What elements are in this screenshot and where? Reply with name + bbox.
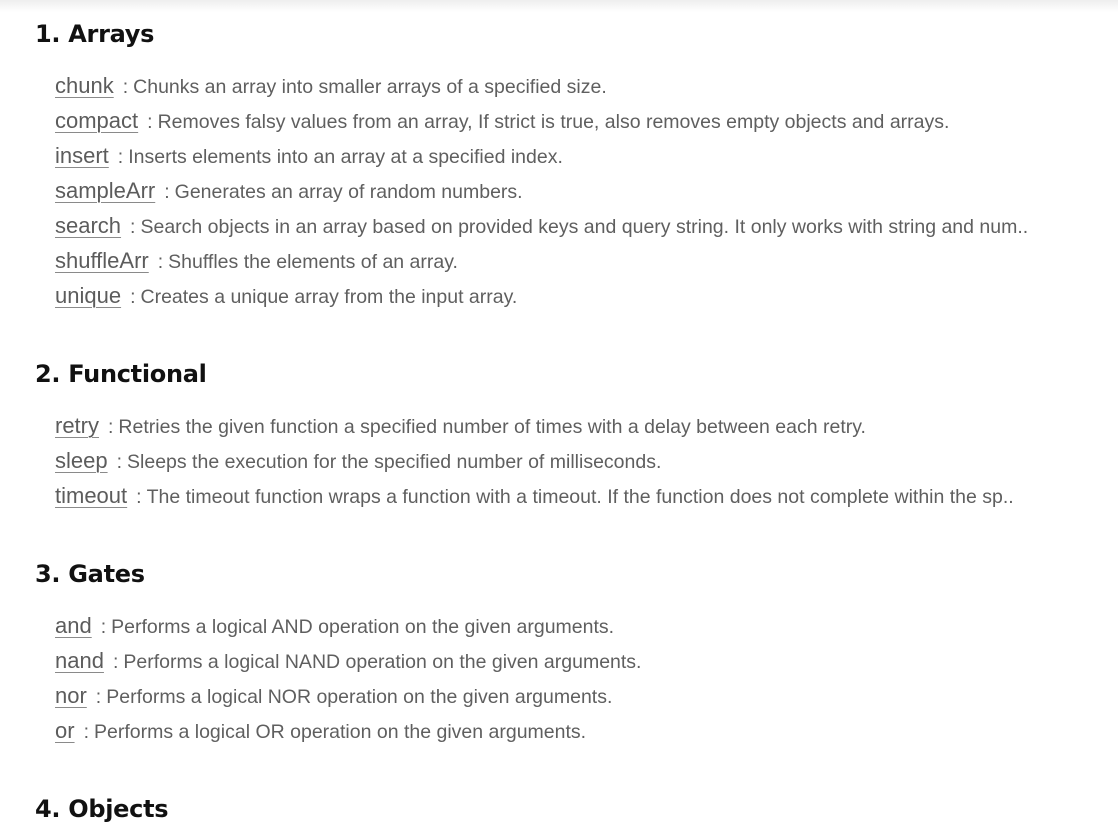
- arrays-function-list: [35, 68, 1118, 313]
- list-item: [55, 173, 1118, 208]
- list-item: [55, 208, 1118, 243]
- section-objects: [35, 794, 1118, 824]
- section-title-functional: 2. Functional: [35, 360, 207, 388]
- top-shadow: [0, 0, 1118, 12]
- list-item: [55, 443, 1118, 478]
- item-description: Performs a logical OR operation on the given arguments.: [93, 721, 587, 743]
- link-sleep[interactable]: sleep: [55, 448, 108, 473]
- list-item: [55, 408, 1118, 443]
- list-item: [55, 278, 1118, 313]
- separator: :: [164, 181, 170, 203]
- item-description: Inserts elements into an array at a specified index.: [128, 146, 563, 168]
- item-description: Search objects in an array based on provided keys and query string. It only works with string and num..: [140, 216, 1029, 238]
- link-shufflearr[interactable]: shuffleArr: [55, 248, 149, 273]
- list-item: [55, 678, 1118, 713]
- separator: :: [122, 76, 129, 98]
- list-item: [55, 643, 1118, 678]
- section-arrays: [35, 19, 1118, 313]
- separator: :: [157, 251, 164, 273]
- item-description: Retries the given function a specified number of times with a delay between each retry.: [118, 416, 866, 438]
- list-item: [55, 68, 1118, 103]
- link-samplearr[interactable]: sampleArr: [55, 178, 156, 203]
- list-item: [55, 103, 1118, 138]
- separator: :: [136, 486, 142, 508]
- item-description: Performs a logical NAND operation on the given arguments.: [123, 651, 642, 673]
- functional-function-list: [35, 408, 1118, 513]
- separator: :: [116, 451, 123, 473]
- separator: :: [108, 416, 114, 438]
- link-retry[interactable]: retry: [55, 413, 99, 438]
- separator: :: [117, 146, 124, 168]
- item-description: Removes falsy values from an array, If strict is true, also removes empty objects and arrays.: [157, 111, 950, 133]
- list-item: [55, 713, 1118, 748]
- section-title-gates: 3. Gates: [35, 560, 145, 588]
- link-timeout[interactable]: timeout: [55, 483, 128, 508]
- item-description: Creates a unique array from the input array.: [140, 286, 518, 308]
- gates-function-list: [35, 608, 1118, 748]
- item-description: Shuffles the elements of an array.: [168, 251, 458, 273]
- separator: :: [130, 216, 136, 238]
- link-nand[interactable]: nand: [55, 648, 104, 673]
- link-insert[interactable]: insert: [55, 143, 109, 168]
- list-item: [55, 138, 1118, 173]
- item-description: Sleeps the execution for the specified number of milliseconds.: [127, 451, 662, 473]
- separator: :: [100, 616, 107, 638]
- separator: :: [95, 686, 102, 708]
- section-title-objects: 4. Objects: [35, 795, 169, 823]
- link-compact[interactable]: compact: [55, 108, 139, 133]
- link-chunk[interactable]: chunk: [55, 73, 114, 98]
- link-unique[interactable]: unique: [55, 283, 122, 308]
- section-functional: [35, 359, 1118, 513]
- separator: :: [130, 286, 136, 308]
- separator: :: [83, 721, 89, 743]
- separator: :: [112, 651, 119, 673]
- item-description: Performs a logical NOR operation on the given arguments.: [106, 686, 613, 708]
- link-and[interactable]: and: [55, 613, 92, 638]
- section-title-arrays: 1. Arrays: [35, 20, 155, 48]
- link-search[interactable]: search: [55, 213, 122, 238]
- list-item: [55, 608, 1118, 643]
- section-gates: [35, 559, 1118, 748]
- item-description: The timeout function wraps a function with a timeout. If the function does not complete within the sp..: [146, 486, 1014, 508]
- separator: :: [147, 111, 153, 133]
- item-description: Performs a logical AND operation on the given arguments.: [111, 616, 615, 638]
- link-nor[interactable]: nor: [55, 683, 87, 708]
- list-item: [55, 478, 1118, 513]
- link-or[interactable]: or: [55, 718, 75, 743]
- item-description: Chunks an array into smaller arrays of a specified size.: [133, 76, 607, 98]
- item-description: Generates an array of random numbers.: [174, 181, 523, 203]
- list-item: [55, 243, 1118, 278]
